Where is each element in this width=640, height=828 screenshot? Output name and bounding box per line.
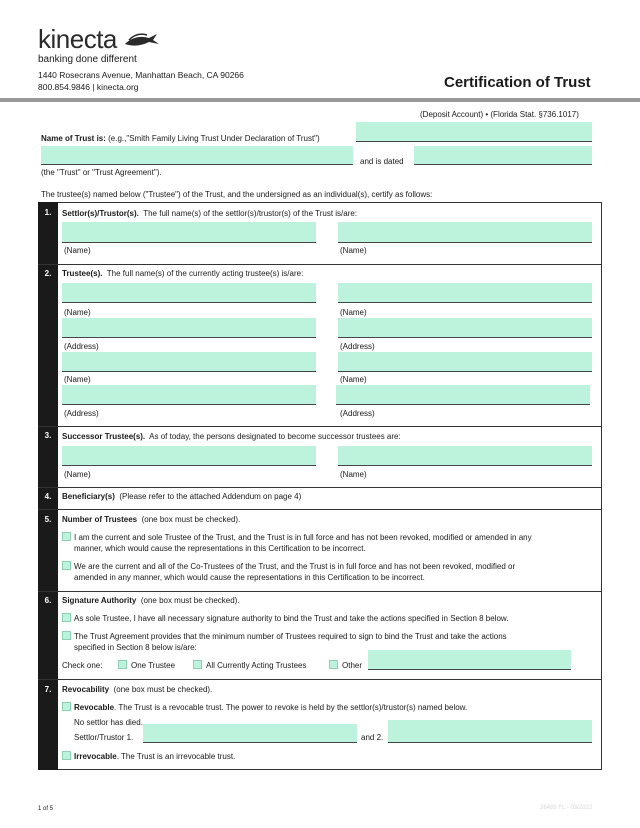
section-6-heading (62, 596, 240, 606)
trustee-underline (62, 371, 316, 372)
contact: 800.854.9846 | kinecta.org (38, 82, 139, 92)
section-2-heading (62, 269, 303, 279)
successor-underline (62, 465, 316, 466)
trustee-address-field-1[interactable] (62, 318, 316, 337)
settlor-name-label-1: (Name) (64, 246, 91, 255)
min-trustees-text: The Trust Agreement provides that the minimum number of Trustees required to sign to bind the Trust and take the actions (74, 632, 507, 641)
trust-name-field-1[interactable] (356, 122, 592, 141)
section-4-heading (62, 492, 301, 502)
all-trustees-label: All Currently Acting Trustees (206, 661, 307, 670)
section-1-desc: The full name(s) of the settlor(s)/trustor(s) of the Trust is/are: (143, 209, 358, 218)
section-7-desc: (one box must be checked). (113, 685, 213, 694)
section-2-title: Trustee(s). (62, 269, 103, 278)
sole-trustee-text: I am the current and sole Trustee of the Trust, and the Trust is in full force and has not been revoked, modified or amended in any (74, 533, 532, 542)
successor-name-label-1: (Name) (64, 470, 91, 479)
sole-authority-text: As sole Trustee, I have all necessary signature authority to bind the Trust and take the actions specified in Section 8 below. (74, 614, 509, 623)
min-trustees-checkbox[interactable] (62, 631, 71, 640)
section-5-number: 5. (44, 515, 52, 524)
address: 1440 Rosecrans Avenue, Manhattan Beach, CA 90266 (38, 70, 244, 80)
co-trustees-checkbox[interactable] (62, 561, 71, 570)
section-4-title: Beneficiary(s) (62, 492, 115, 501)
trust-date-underline (414, 164, 592, 165)
irrevocable-text: . The Trust is an irrevocable trust. (116, 752, 236, 761)
check-one-label: Check one: (62, 661, 103, 670)
trustee-address-label-4: (Address) (340, 409, 375, 418)
brand-name: kinecta (38, 24, 117, 54)
section-7-heading (62, 685, 212, 695)
one-trustee-checkbox[interactable] (118, 660, 127, 669)
trustee-underline (62, 404, 316, 405)
trustee-name-label-4: (Name) (340, 375, 367, 384)
trustee-address-field-3[interactable] (62, 385, 316, 404)
irrevocable-title: Irrevocable (74, 752, 117, 761)
all-trustees-checkbox[interactable] (193, 660, 202, 669)
form-id: 26489 FL - 03/2022 (540, 805, 593, 811)
trust-name-example: (e.g.,"Smith Family Living Trust Under Declaration of Trust") (108, 134, 320, 143)
trustee-address-label-2: (Address) (340, 342, 375, 351)
section-3-number: 3. (44, 431, 52, 440)
divider (38, 264, 602, 265)
trustee-underline (338, 371, 592, 372)
section-6-title: Signature Authority (62, 596, 137, 605)
trustee-name-field-1[interactable] (62, 283, 316, 302)
page-number: 1 of 5 (38, 806, 54, 812)
trustee-underline (336, 404, 590, 405)
section-5-heading (62, 515, 240, 525)
subtitle: (Deposit Account) • (Florida Stat. §736.1017) (420, 110, 579, 119)
sole-authority-checkbox[interactable] (62, 613, 71, 622)
divider (38, 591, 602, 592)
settlor-2-underline (388, 742, 592, 743)
no-settlor-text: No settlor has died. (74, 718, 143, 727)
settlor-1-label: Settlor/Trustor 1. (74, 733, 134, 742)
divider (38, 679, 602, 680)
section-7-number: 7. (44, 685, 52, 694)
page-title: Certification of Trust (444, 74, 591, 91)
sole-trustee-text-2: manner, which would cause the representations in this Certification to be incorrect. (74, 544, 366, 553)
section-3-heading (62, 432, 401, 442)
co-trustees-text: We are the current and all of the Co-Trustees of the Trust, and the Trust is in full force and has not been revoked, modified or (74, 562, 516, 571)
section-1-heading (62, 209, 357, 219)
trustee-name-field-4[interactable] (338, 352, 592, 371)
section-5-title: Number of Trustees (62, 515, 138, 524)
min-trustees-text-2: specified in Section 8 below is/are: (74, 643, 197, 652)
trustee-name-field-3[interactable] (62, 352, 316, 371)
successor-name-field-1[interactable] (62, 446, 316, 465)
revocable-checkbox[interactable] (62, 702, 71, 711)
settlor-name-field-2[interactable] (338, 222, 592, 242)
section-4-number: 4. (44, 492, 52, 501)
section-2-number: 2. (44, 269, 52, 278)
successor-name-field-2[interactable] (338, 446, 592, 465)
trustee-name-field-2[interactable] (338, 283, 592, 302)
dated-label: and is dated (360, 157, 404, 166)
trustee-name-label-1: (Name) (64, 308, 91, 317)
trust-date-field[interactable] (414, 146, 592, 164)
header-rule (0, 98, 640, 102)
trust-name-underline-2 (41, 164, 353, 165)
section-2-desc: The full name(s) of the currently acting trustee(s) is/are: (106, 269, 304, 278)
other-label: Other (342, 661, 363, 670)
successor-underline (338, 465, 592, 466)
section-5-desc: (one box must be checked). (141, 515, 241, 524)
logo-fish-icon (123, 30, 163, 50)
settlor-name-underline-2 (338, 242, 592, 243)
section-7-title: Revocability (62, 685, 110, 694)
section-3-title: Successor Trustee(s). (62, 432, 146, 441)
trust-name-row (41, 134, 320, 144)
revocable-text-row (74, 703, 467, 713)
trust-name-label: Name of Trust is: (41, 134, 106, 143)
section-4-desc: (Please refer to the attached Addendum on page 4) (119, 492, 302, 501)
settlor-1-underline (143, 742, 357, 743)
revocable-text: . The Trust is a revocable trust. The power to revoke is held by the settlor(s)/trustor(s) named below. (114, 703, 468, 712)
trustee-address-field-2[interactable] (338, 318, 592, 337)
irrevocable-text-row (74, 752, 235, 762)
tagline: banking done different (38, 54, 137, 65)
other-checkbox[interactable] (329, 660, 338, 669)
successor-name-label-2: (Name) (340, 470, 367, 479)
settlor-name-field-1[interactable] (62, 222, 316, 242)
other-field[interactable] (368, 650, 571, 669)
settlor-name-label-2: (Name) (340, 246, 367, 255)
logo (38, 24, 168, 54)
settlor-name-underline-1 (62, 242, 316, 243)
settlor-2-field[interactable] (388, 720, 592, 742)
co-trustees-text-2: amended in any manner, which would cause the representations in this Certification to be incorrect. (74, 573, 425, 582)
trustee-name-label-3: (Name) (64, 375, 91, 384)
revocable-title: Revocable (74, 703, 115, 712)
divider (38, 487, 602, 488)
intro-text: The trustee(s) named below ("Trustee") of the Trust, and the undersigned as an individual(s), certify as follows: (41, 190, 433, 199)
divider (38, 509, 602, 510)
settlor-1-field[interactable] (143, 724, 357, 742)
trust-aka: (the "Trust" or "Trust Agreement"). (41, 168, 162, 177)
other-underline (368, 669, 571, 670)
trustee-underline (62, 302, 316, 303)
section-6-number: 6. (44, 596, 52, 605)
trust-name-field-2[interactable] (41, 146, 353, 164)
trustee-name-label-2: (Name) (340, 308, 367, 317)
section-1-number: 1. (44, 208, 52, 217)
irrevocable-checkbox[interactable] (62, 751, 71, 760)
trustee-address-label-1: (Address) (64, 342, 99, 351)
trust-name-underline-1 (356, 141, 592, 142)
section-6-desc: (one box must be checked). (140, 596, 240, 605)
settlor-2-label: and 2. (361, 733, 384, 742)
trustee-underline (338, 302, 592, 303)
section-1-title: Settlor(s)/Trustor(s). (62, 209, 139, 218)
trustee-underline (338, 337, 592, 338)
divider (38, 426, 602, 427)
trustee-underline (62, 337, 316, 338)
one-trustee-label: One Trustee (131, 661, 176, 670)
section-3-desc: As of today, the persons designated to become successor trustees are: (149, 432, 401, 441)
sole-trustee-checkbox[interactable] (62, 532, 71, 541)
trustee-address-field-4[interactable] (336, 385, 590, 404)
trustee-address-label-3: (Address) (64, 409, 99, 418)
